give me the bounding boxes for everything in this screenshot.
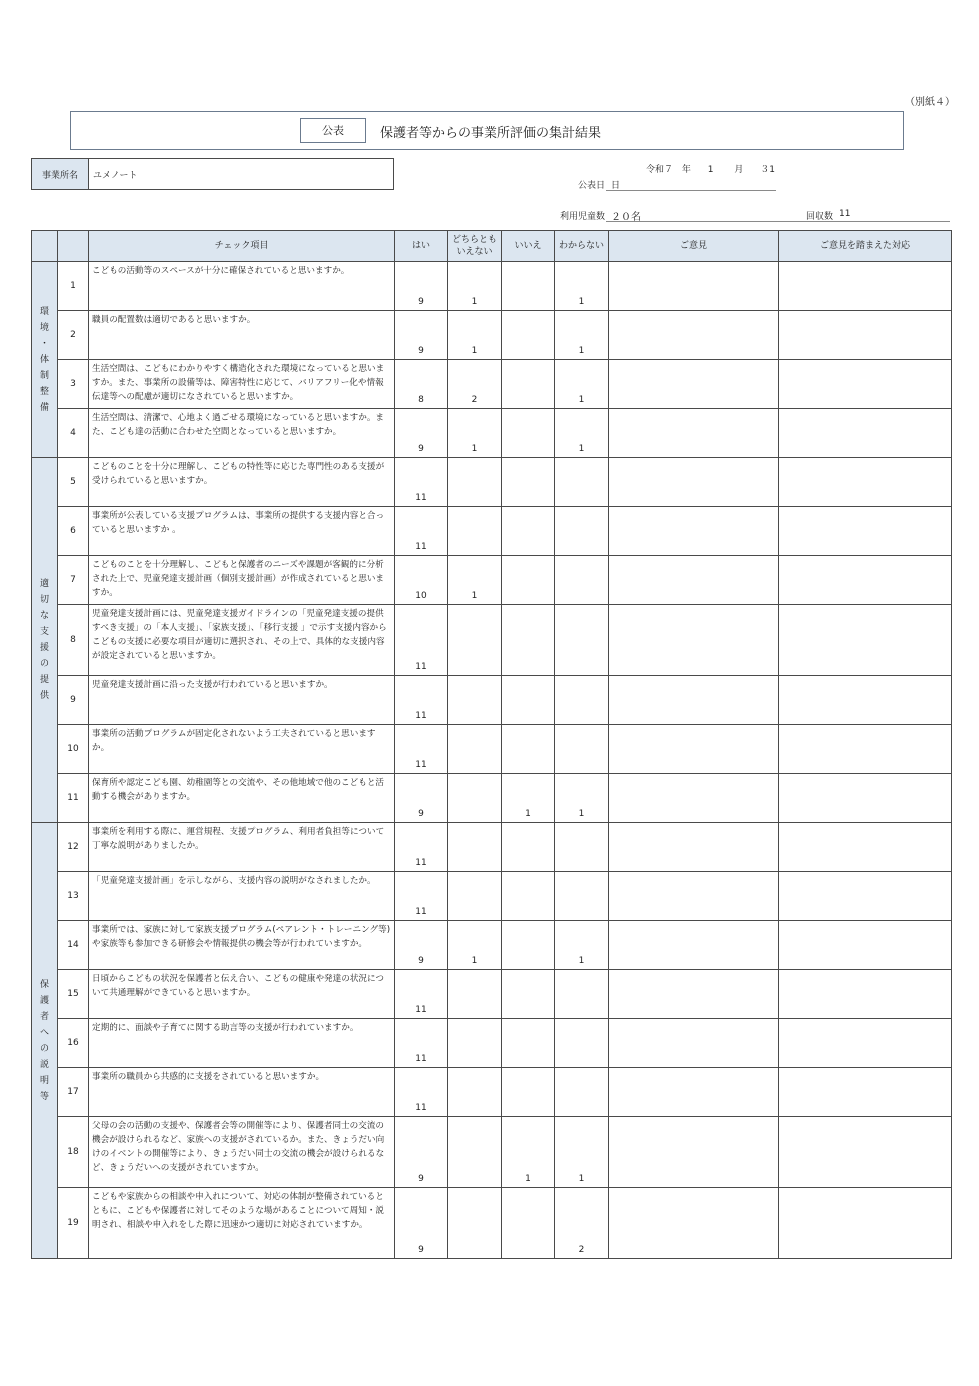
table-row — [32, 458, 952, 507]
count-no — [502, 1188, 555, 1259]
count-unknown: 1 — [555, 921, 609, 970]
count-neither: 1 — [448, 556, 502, 605]
response-cell — [779, 1068, 952, 1117]
count-neither — [448, 1068, 502, 1117]
count-neither — [448, 458, 502, 507]
item-number: 14 — [58, 921, 89, 970]
count-neither — [448, 1019, 502, 1068]
count-yes: 11 — [395, 970, 448, 1019]
count-neither: 2 — [448, 360, 502, 409]
count-unknown: 1 — [555, 774, 609, 823]
response-cell — [779, 409, 952, 458]
opinion-cell — [609, 872, 779, 921]
header-number — [58, 231, 89, 262]
opinion-cell — [609, 605, 779, 676]
response-cell — [779, 774, 952, 823]
check-item-text: こどもや家族からの相談や申入れについて、対応の体制が整備されているとともに、こどもや保護者に対してそのような場があることについて周知・説明され、相談や申入れをした際に迅速かつ適切に対応されていますか。 — [89, 1188, 395, 1259]
count-unknown — [555, 605, 609, 676]
count-no — [502, 872, 555, 921]
count-unknown — [555, 458, 609, 507]
evaluation-table — [31, 230, 952, 1259]
section-label-char: 適 — [39, 579, 49, 589]
count-no — [502, 360, 555, 409]
check-item-text: 児童発達支援計画には、児童発達支援ガイドラインの「児童発達支援の提供すべき支援」の「本人支援」、「家族支援」、「移行支援 」で示す支援内容からこどもの支援に必要な項目が適切に選択され、その上で、具体的な支援内容が設定されていると思いますか。 — [89, 605, 395, 676]
opinion-cell — [609, 311, 779, 360]
check-item-text: 事業所を利用する際に、運営規程、支援プログラム、利用者負担等について丁寧な説明がありましたか。 — [89, 823, 395, 872]
count-neither — [448, 1188, 502, 1259]
publish-date-label: 公表日 — [578, 181, 606, 191]
count-neither: 1 — [448, 409, 502, 458]
count-yes: 9 — [395, 921, 448, 970]
section-label-char: 等 — [39, 1091, 49, 1102]
responses-label: 回収数 — [806, 212, 834, 222]
header-response: ご意見を踏まえた対応 — [779, 231, 952, 262]
opinion-cell — [609, 360, 779, 409]
count-neither — [448, 1117, 502, 1188]
section-label-char: 提 — [39, 675, 49, 685]
item-number: 10 — [58, 725, 89, 774]
date-year-unit: 年 — [681, 165, 691, 175]
opinion-cell — [609, 458, 779, 507]
public-badge: 公表 — [300, 118, 366, 143]
check-item-text: こどものことを十分に理解し、こどもの特性等に応じた専門性のある支援が受けられていると思いますか。 — [89, 458, 395, 507]
response-cell — [779, 1117, 952, 1188]
section-label-char: 環 — [39, 306, 49, 317]
date-day: ３1 — [760, 165, 776, 175]
response-cell — [779, 262, 952, 311]
item-number: 13 — [58, 872, 89, 921]
item-number: 15 — [58, 970, 89, 1019]
opinion-cell — [609, 823, 779, 872]
count-unknown: 1 — [555, 360, 609, 409]
section-label-char: 明 — [39, 1075, 49, 1086]
check-item-text: 定期的に、面談や子育てに関する助言等の支援が行われていますか。 — [89, 1019, 395, 1068]
table-row — [32, 360, 952, 409]
users-count-value: ２０名 — [611, 212, 641, 223]
table-row — [32, 605, 952, 676]
header-neither: どちらとも いえない — [448, 231, 502, 262]
table-row — [32, 1019, 952, 1068]
opinion-cell — [609, 556, 779, 605]
table-row — [32, 872, 952, 921]
count-unknown — [555, 676, 609, 725]
count-neither — [448, 774, 502, 823]
opinion-cell — [609, 1068, 779, 1117]
item-number: 16 — [58, 1019, 89, 1068]
count-yes: 11 — [395, 676, 448, 725]
count-yes: 11 — [395, 872, 448, 921]
item-number: 6 — [58, 507, 89, 556]
count-no — [502, 605, 555, 676]
count-neither: 1 — [448, 921, 502, 970]
section-label-char: 制 — [39, 370, 49, 381]
count-neither — [448, 507, 502, 556]
count-unknown — [555, 1068, 609, 1117]
count-yes: 11 — [395, 823, 448, 872]
count-yes: 9 — [395, 1117, 448, 1188]
response-cell — [779, 872, 952, 921]
count-unknown — [555, 823, 609, 872]
response-cell — [779, 605, 952, 676]
section-label-char: の — [39, 1043, 49, 1054]
item-number: 12 — [58, 823, 89, 872]
check-item-text: 事業所では、家族に対して家族支援プログラム(ペアレント・トレーニング等)や家族等も参加できる研修会や情報提供の機会等が行われていますか。 — [89, 921, 395, 970]
check-item-text: 保育所や認定こども園、幼稚園等との交流や、その他地域で他のこどもと活動する機会がありますか。 — [89, 774, 395, 823]
count-neither — [448, 970, 502, 1019]
table-row — [32, 507, 952, 556]
office-name-value: ユメノート — [93, 170, 138, 181]
header-section — [32, 231, 58, 262]
table-row — [32, 556, 952, 605]
header-unknown: わからない — [555, 231, 609, 262]
opinion-cell — [609, 921, 779, 970]
page-title: 保護者等からの事業所評価の集計結果 — [380, 126, 602, 141]
response-cell — [779, 311, 952, 360]
count-yes: 11 — [395, 1068, 448, 1117]
count-unknown — [555, 872, 609, 921]
table-row — [32, 823, 952, 872]
opinion-cell — [609, 262, 779, 311]
check-item-text: 「児童発達支援計画」を示しながら、支援内容の説明がなされましたか。 — [89, 872, 395, 921]
item-number: 17 — [58, 1068, 89, 1117]
table-header-row — [32, 231, 952, 262]
table-row — [32, 1188, 952, 1259]
count-yes: 9 — [395, 1188, 448, 1259]
opinion-cell — [609, 1188, 779, 1259]
item-number: 5 — [58, 458, 89, 507]
count-unknown — [555, 507, 609, 556]
count-unknown — [555, 725, 609, 774]
opinion-cell — [609, 970, 779, 1019]
section-label-char: 体 — [39, 354, 49, 365]
table-row — [32, 970, 952, 1019]
table-row — [32, 725, 952, 774]
count-neither — [448, 676, 502, 725]
users-count-label: 利用児童数 — [560, 212, 606, 222]
count-yes: 11 — [395, 458, 448, 507]
response-cell — [779, 556, 952, 605]
count-yes: 9 — [395, 409, 448, 458]
count-no — [502, 725, 555, 774]
section-label — [32, 262, 58, 458]
count-unknown: 1 — [555, 262, 609, 311]
count-yes: 11 — [395, 605, 448, 676]
date-month: 1 — [707, 165, 714, 175]
count-yes: 9 — [395, 774, 448, 823]
response-cell — [779, 1188, 952, 1259]
count-no: 1 — [502, 774, 555, 823]
opinion-cell — [609, 676, 779, 725]
count-no — [502, 823, 555, 872]
table-row — [32, 921, 952, 970]
section-label — [32, 458, 58, 823]
table-row — [32, 1117, 952, 1188]
section-label-char: ・ — [39, 338, 49, 349]
count-yes: 8 — [395, 360, 448, 409]
response-cell — [779, 970, 952, 1019]
section-label-char: な — [39, 611, 49, 621]
count-no — [502, 262, 555, 311]
count-neither — [448, 605, 502, 676]
count-yes: 11 — [395, 725, 448, 774]
item-number: 19 — [58, 1188, 89, 1259]
response-cell — [779, 507, 952, 556]
count-no — [502, 311, 555, 360]
check-item-text: 児童発達支援計画に沿った支援が行われていると思いますか。 — [89, 676, 395, 725]
opinion-cell — [609, 1117, 779, 1188]
section-label-char: 者 — [39, 1011, 49, 1022]
item-number: 9 — [58, 676, 89, 725]
count-yes: 11 — [395, 1019, 448, 1068]
count-unknown: 1 — [555, 311, 609, 360]
count-no: 1 — [502, 1117, 555, 1188]
section-label — [32, 823, 58, 1259]
count-unknown: 1 — [555, 1117, 609, 1188]
count-unknown — [555, 970, 609, 1019]
opinion-cell — [609, 725, 779, 774]
table-row — [32, 1068, 952, 1117]
header-check-item: チェック項目 — [89, 231, 395, 262]
table-row — [32, 311, 952, 360]
response-cell — [779, 921, 952, 970]
check-item-text: 生活空間は、清潔で、心地よく過ごせる環境になっていると思いますか。また、こども達の活動に合わせた空間となっていると思いますか。 — [89, 409, 395, 458]
item-number: 4 — [58, 409, 89, 458]
item-number: 1 — [58, 262, 89, 311]
opinion-cell — [609, 409, 779, 458]
response-cell — [779, 823, 952, 872]
item-number: 7 — [58, 556, 89, 605]
section-label-char: 護 — [39, 995, 49, 1006]
item-number: 3 — [58, 360, 89, 409]
count-no — [502, 676, 555, 725]
count-yes: 11 — [395, 507, 448, 556]
office-name-label: 事業所名 — [32, 159, 89, 189]
count-yes: 9 — [395, 311, 448, 360]
section-label-char: 説 — [39, 1059, 49, 1070]
header-yes: はい — [395, 231, 448, 262]
section-label-char: 境 — [39, 322, 49, 333]
item-number: 2 — [58, 311, 89, 360]
count-no — [502, 507, 555, 556]
table-row — [32, 409, 952, 458]
check-item-text: こどもの活動等のスペースが十分に確保されていると思いますか。 — [89, 262, 395, 311]
section-label-char: 備 — [39, 402, 49, 413]
count-yes: 9 — [395, 262, 448, 311]
response-cell — [779, 1019, 952, 1068]
count-no — [502, 409, 555, 458]
response-cell — [779, 360, 952, 409]
section-label-char: の — [39, 659, 49, 669]
publish-date-value: 日 — [611, 181, 621, 191]
date-month-unit: 月 — [734, 165, 744, 175]
count-no — [502, 458, 555, 507]
header-no: いいえ — [502, 231, 555, 262]
count-no — [502, 921, 555, 970]
publish-date-underline — [606, 190, 776, 191]
count-neither — [448, 823, 502, 872]
table-row — [32, 262, 952, 311]
table-row — [32, 774, 952, 823]
opinion-cell — [609, 774, 779, 823]
response-cell — [779, 725, 952, 774]
section-label-char: 切 — [39, 595, 49, 605]
count-neither: 1 — [448, 262, 502, 311]
opinion-cell — [609, 1019, 779, 1068]
section-label-char: 援 — [39, 643, 49, 653]
count-neither: 1 — [448, 311, 502, 360]
section-label-char: へ — [39, 1027, 49, 1038]
responses-value: 11 — [839, 209, 851, 219]
publish-date — [646, 162, 775, 175]
count-neither — [448, 725, 502, 774]
section-label-char: 保 — [39, 979, 49, 990]
check-item-text: 職員の配置数は適切であると思いますか。 — [89, 311, 395, 360]
count-unknown: 1 — [555, 409, 609, 458]
check-item-text: こどものことを十分理解し、こどもと保護者のニーズや課題が客観的に分析された上で、児童発達支援計画（個別支援計画）が作成されていると思いますか。 — [89, 556, 395, 605]
item-number: 8 — [58, 605, 89, 676]
response-cell — [779, 458, 952, 507]
count-no — [502, 970, 555, 1019]
counts-underline — [606, 221, 950, 222]
item-number: 18 — [58, 1117, 89, 1188]
check-item-text: 事業所の職員から共感的に支援をされていると思いますか。 — [89, 1068, 395, 1117]
annex-label: （別紙４） — [905, 97, 955, 108]
check-item-text: 事業所が公表している支援プログラムは、事業所の提供する支援内容と合っていると思いますか 。 — [89, 507, 395, 556]
check-item-text: 生活空間は、こどもにわかりやすく構造化された環境になっていると思いますか。また、事業所の設備等は、障害特性に応じて、バリアフリー化や情報伝達等への配慮が適切になされていると思いますか。 — [89, 360, 395, 409]
section-label-char: 支 — [39, 627, 49, 637]
count-unknown — [555, 1019, 609, 1068]
section-label-char: 整 — [39, 386, 49, 397]
section-label-char: 供 — [39, 691, 49, 701]
header-opinion: ご意見 — [609, 231, 779, 262]
date-era: 令和７ — [646, 165, 674, 175]
check-item-text: 事業所の活動プログラムが固定化されないよう工夫されていると思いますか。 — [89, 725, 395, 774]
opinion-cell — [609, 507, 779, 556]
item-number: 11 — [58, 774, 89, 823]
count-neither — [448, 872, 502, 921]
count-no — [502, 1019, 555, 1068]
check-item-text: 日頃からこどもの状況を保護者と伝え合い、こどもの健康や発達の状況について共通理解ができていると思いますか。 — [89, 970, 395, 1019]
count-unknown: 2 — [555, 1188, 609, 1259]
count-unknown — [555, 556, 609, 605]
count-yes: 10 — [395, 556, 448, 605]
table-row — [32, 676, 952, 725]
office-name-box — [31, 158, 394, 190]
check-item-text: 父母の会の活動の支援や、保護者会等の開催等により、保護者同士の交流の機会が設けられるなど、家族への支援がされているか。また、きょうだい向けのイベントの開催等により、きょうだい同士の交流の機会が設けられるなど、きょうだいへの支援がされていますか。 — [89, 1117, 395, 1188]
response-cell — [779, 676, 952, 725]
count-no — [502, 556, 555, 605]
count-no — [502, 1068, 555, 1117]
